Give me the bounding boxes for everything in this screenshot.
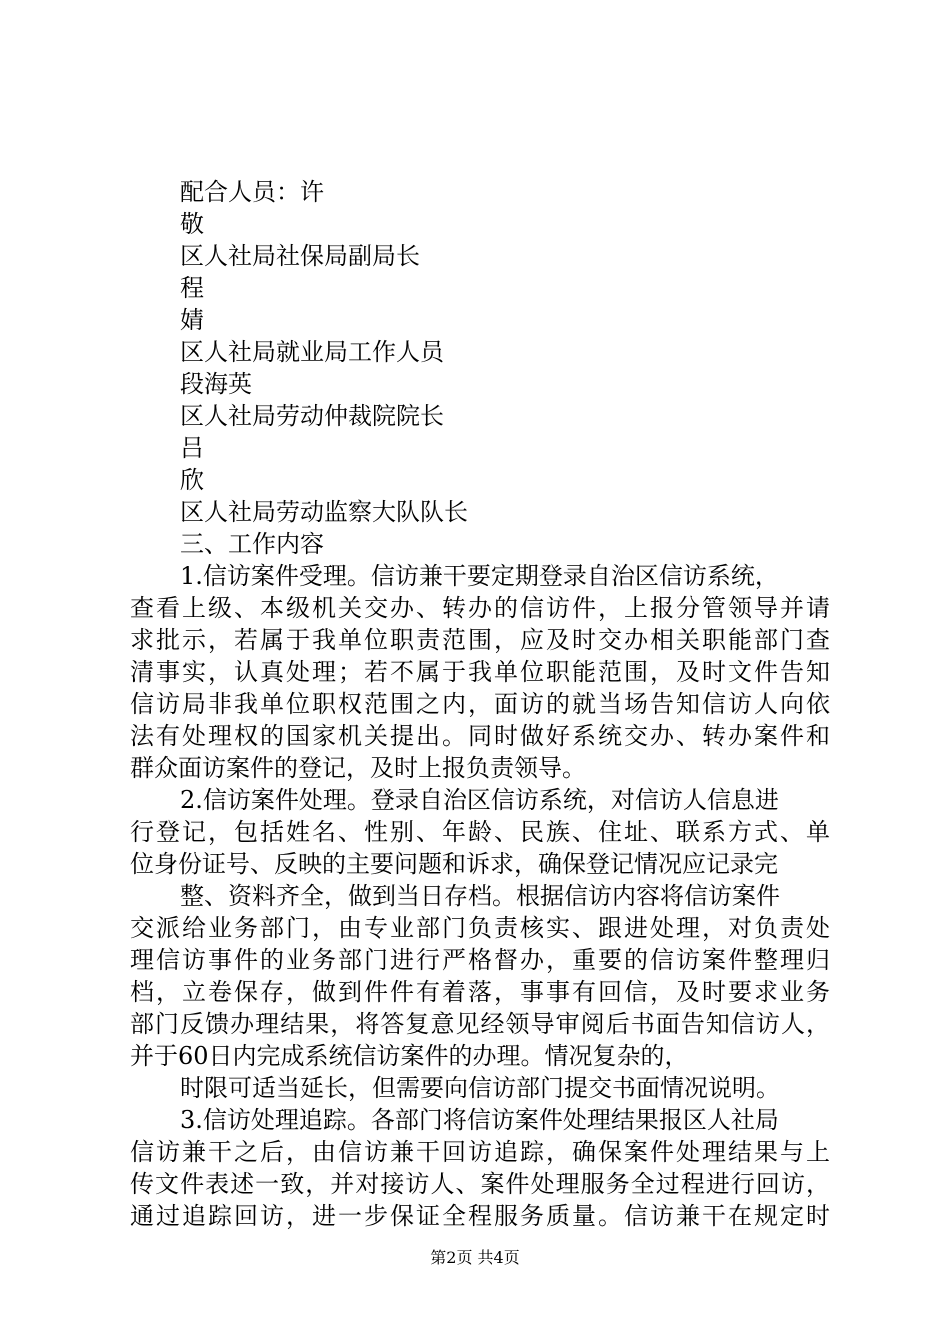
text-line: 清事实，认真处理；若不属于我单位职能范围，及时文件告知 [130, 658, 830, 686]
text-line: 并于60日内完成系统信访案件的办理。情况复杂的， [130, 1042, 689, 1070]
text-line: 传文件表述一致，并对接访人、案件处理服务全过程进行回访， [130, 1170, 830, 1198]
text-line: 婧 [180, 306, 204, 334]
text-line: 敬 [180, 210, 204, 238]
text-line: 部门反馈办理结果，将答复意见经领导审阅后书面告知信访人， [130, 1010, 830, 1038]
text-line: 区人社局劳动仲裁院院长 [180, 402, 444, 430]
text-line: 通过追踪回访，进一步保证全程服务质量。信访兼干在规定时 [130, 1202, 830, 1230]
text-line: 群众面访案件的登记，及时上报负责领导。 [130, 754, 586, 782]
text-line: 求批示，若属于我单位职责范围，应及时交办相关职能部门查 [130, 626, 830, 654]
text-line: 2.信访案件处理。登录自治区信访系统，对信访人信息进 [180, 786, 779, 814]
text-line: 3.信访处理追踪。各部门将信访案件处理结果报区人社局 [180, 1106, 779, 1134]
document-body [130, 176, 830, 1232]
text-line: 法有处理权的国家机关提出。同时做好系统交办、转办案件和 [130, 722, 830, 750]
text-line: 信访兼干之后，由信访兼干回访追踪，确保案件处理结果与上 [130, 1138, 830, 1166]
text-line: 档，立卷保存，做到件件有着落，事事有回信，及时要求业务 [130, 978, 830, 1006]
text-line: 吕 [180, 434, 204, 462]
text-line: 1.信访案件受理。信访兼干要定期登录自治区信访系统， [180, 562, 779, 590]
text-line: 理信访事件的业务部门进行严格督办，重要的信访案件整理归 [130, 946, 830, 974]
text-line: 区人社局就业局工作人员 [180, 338, 444, 366]
text-line: 信访局非我单位职权范围之内，面访的就当场告知信访人向依 [130, 690, 830, 718]
text-line: 欣 [180, 466, 204, 494]
text-line: 区人社局社保局副局长 [180, 242, 420, 270]
text-line: 整、资料齐全，做到当日存档。根据信访内容将信访案件 [180, 882, 780, 910]
text-line: 段海英 [180, 370, 252, 398]
text-line: 三、工作内容 [180, 530, 324, 558]
text-line: 时限可适当延长，但需要向信访部门提交书面情况说明。 [180, 1074, 780, 1102]
text-line: 位身份证号、反映的主要问题和诉求，确保登记情况应记录完 [130, 850, 778, 878]
page-footer: 第2页 共4页 [430, 1248, 520, 1267]
text-line: 交派给业务部门，由专业部门负责核实、跟进处理，对负责处 [130, 914, 830, 942]
text-line: 查看上级、本级机关交办、转办的信访件，上报分管领导并请 [130, 594, 830, 622]
text-line: 区人社局劳动监察大队队长 [180, 498, 468, 526]
text-line: 配合人员：许 [180, 178, 324, 206]
text-line: 行登记，包括姓名、性别、年龄、民族、住址、联系方式、单 [130, 818, 830, 846]
text-line: 程 [180, 274, 204, 302]
